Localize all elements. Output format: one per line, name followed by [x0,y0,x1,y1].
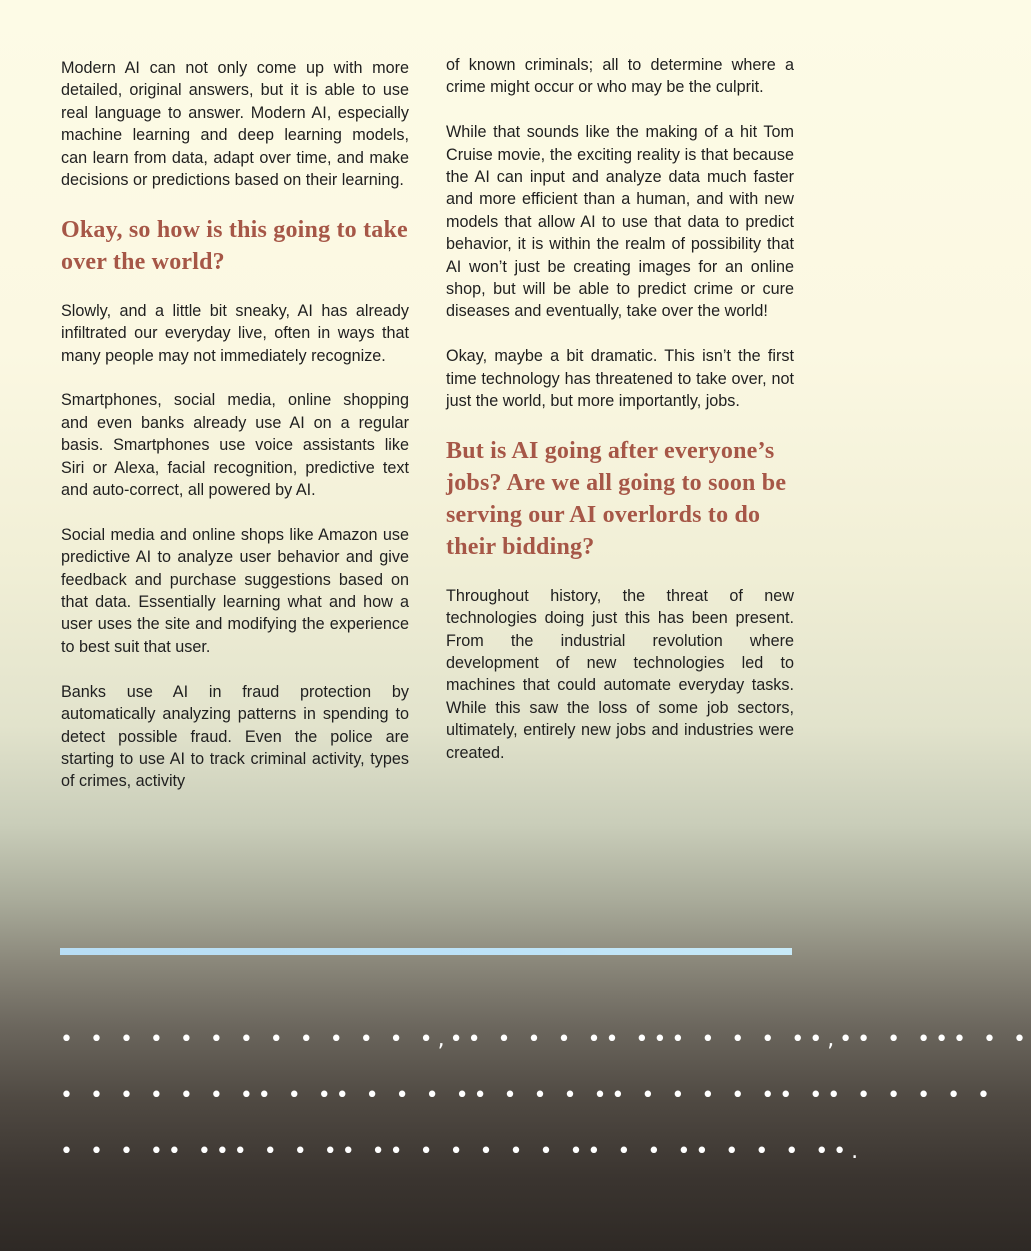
pull-quote [60,1012,1031,1180]
left-column [61,57,409,815]
right-column [446,54,794,787]
paragraph: Slowly, and a little bit sneaky, AI has already infiltrated our everyday live, often in ways that many people may not immediately recognize. [61,301,409,365]
section-heading: Okay, so how is this going to take over the world? [61,216,408,275]
section-heading: But is AI going after everyone’s jobs? Are we all going to soon be serving our AI overlords to do their bidding? [446,437,787,560]
paragraph: While that sounds like the making of a hit Tom Cruise movie, the exciting reality is that because the AI can input and analyze data much faster and more efficient than a human, and with new models that allow AI to use that data to predict behavior, it is within the realm of possibility that AI won’t just be creating images for an online shop, but will be able to predict crime or cure diseases and eventually, take over the world! [446,123,794,321]
pull-quote-line: • • • • • • •• • •• • • • •• • • • •• • • • • •• •• • • • • • [60,1083,996,1108]
paragraph: of known criminals; all to determine where a crime might occur or who may be the culprit. [446,56,794,97]
divider-bar [60,948,792,955]
pull-quote-line: • • • • • • • • • • • • •,•• • • • •• ••• • • • ••,•• • ••• • • [60,1027,1031,1052]
paragraph: Smartphones, social media, online shopping and even banks already use AI on a regular basis. Smartphones use voice assistants like Siri or Alexa, facial recognition, predictive text and auto-correct, all powered by AI. [61,391,409,500]
paragraph: Throughout history, the threat of new technologies doing just this has been present. From the industrial revolution where development of new technologies led to machines that could automate everyday tasks. While this saw the loss of some job sectors, ultimately, entirely new jobs and industries were created. [446,586,794,762]
pull-quote-line: • • • •• ••• • • •• •• • • • • • •• • • •• • • • ••. [60,1139,864,1164]
paragraph: Okay, maybe a bit dramatic. This isn’t the first time technology has threatened to take over, not just the world, but more importantly, jobs. [446,347,794,411]
paragraph: Banks use AI in fraud protection by automatically analyzing patterns in spending to detect possible fraud. Even the police are starting to use AI to track criminal activity, types of crimes, activity [61,682,409,791]
paragraph: Modern AI can not only come up with more detailed, original answers, but it is able to use real language to answer. Modern AI, especially machine learning and deep learning models, can learn from data, adapt over time, and make decisions or predictions based on their learning. [61,59,409,190]
paragraph: Social media and online shops like Amazon use predictive AI to analyze user behavior and give feedback and purchase suggestions based on that data. Essentially learning what and how a user uses the site and modifying the experience to best suit that user. [61,525,409,656]
